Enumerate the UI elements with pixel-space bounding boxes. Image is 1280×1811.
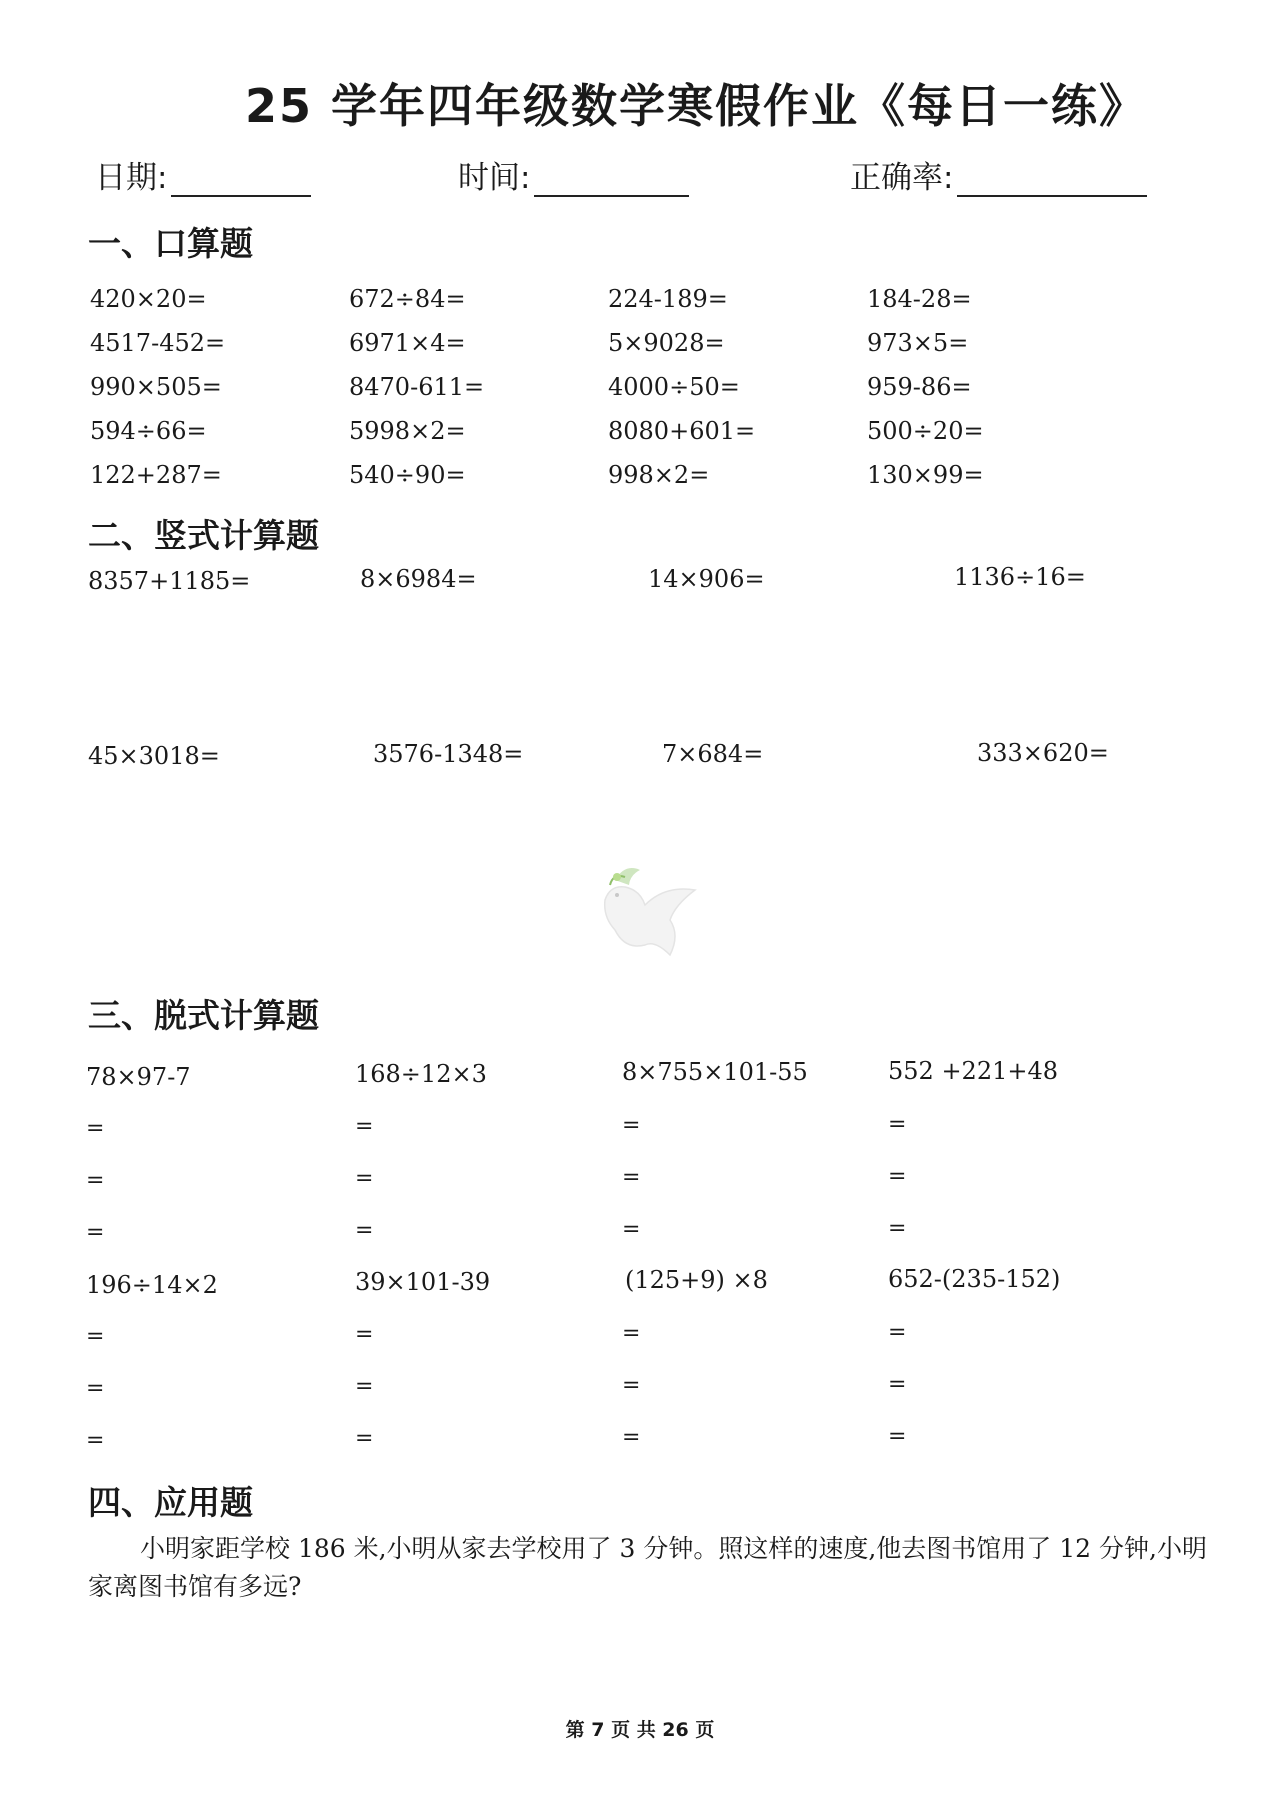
- equals-line: =: [86, 1376, 105, 1401]
- problem: 959-86=: [867, 373, 972, 401]
- problem: 420×20=: [90, 285, 207, 313]
- equals-line: =: [622, 1373, 641, 1398]
- time-blank: [534, 165, 689, 197]
- page-title: 25 学年四年级数学寒假作业《每日一练》: [245, 79, 1148, 133]
- problem: 652-(235-152): [888, 1265, 1061, 1293]
- accuracy-label: 正确率:: [850, 160, 954, 196]
- problem: 196÷14×2: [86, 1271, 218, 1299]
- equals-line: =: [86, 1220, 105, 1245]
- time-label: 时间:: [458, 160, 531, 196]
- equals-line: =: [86, 1428, 105, 1453]
- accuracy-blank: [957, 165, 1147, 197]
- problem: 500÷20=: [867, 417, 984, 445]
- equals-line: =: [888, 1372, 907, 1397]
- equals-line: =: [622, 1321, 641, 1346]
- word-problem-text: 小明家距学校 186 米,小明从家去学校用了 3 分钟。照这样的速度,他去图书馆用了 12 分钟,小明家离图书馆有多远?: [88, 1534, 1207, 1601]
- equals-line: =: [355, 1426, 374, 1451]
- equals-line: =: [86, 1116, 105, 1141]
- problem: 4517-452=: [90, 329, 226, 357]
- problem: 8470-611=: [349, 373, 485, 401]
- date-field: [95, 152, 311, 197]
- problem: 5998×2=: [349, 417, 466, 445]
- equals-line: =: [355, 1322, 374, 1347]
- section-heading-step-calc: 三、脱式计算题: [88, 996, 319, 1035]
- date-blank: [171, 165, 311, 197]
- problem: 5×9028=: [608, 329, 725, 357]
- problem: 122+287=: [90, 461, 222, 489]
- equals-line: =: [888, 1112, 907, 1137]
- date-label: 日期:: [95, 160, 168, 196]
- problem: 8080+601=: [608, 417, 756, 445]
- problem: 14×906=: [648, 565, 765, 593]
- equals-line: =: [355, 1374, 374, 1399]
- problem: 78×97-7: [86, 1063, 191, 1091]
- section-heading-mental-math: 一、口算题: [88, 224, 253, 263]
- section-heading-word-problem: 四、应用题: [88, 1483, 253, 1522]
- problem: 168÷12×3: [355, 1060, 487, 1088]
- problem: 39×101-39: [355, 1268, 491, 1296]
- equals-line: =: [888, 1424, 907, 1449]
- equals-line: =: [355, 1114, 374, 1139]
- problem: 184-28=: [867, 285, 972, 313]
- problem: 552 +221+48: [888, 1057, 1059, 1085]
- dove-icon: [585, 855, 715, 975]
- problem: 45×3018=: [88, 742, 220, 770]
- problem: (125+9) ×8: [625, 1266, 768, 1294]
- problem: 672÷84=: [349, 285, 466, 313]
- problem: 8×6984=: [360, 565, 477, 593]
- equals-line: =: [888, 1216, 907, 1241]
- accuracy-field: [850, 152, 1147, 197]
- problem: 540÷90=: [349, 461, 466, 489]
- equals-line: =: [622, 1113, 641, 1138]
- problem: 973×5=: [867, 329, 969, 357]
- equals-line: =: [86, 1324, 105, 1349]
- problem: 6971×4=: [349, 329, 466, 357]
- problem: 333×620=: [977, 739, 1109, 767]
- equals-line: =: [355, 1166, 374, 1191]
- problem: 224-189=: [608, 285, 728, 313]
- problem: 8357+1185=: [88, 567, 251, 595]
- problem: 4000÷50=: [608, 373, 740, 401]
- problem: 990×505=: [90, 373, 222, 401]
- page-number: 第 7 页 共 26 页: [565, 1719, 715, 1741]
- equals-line: =: [86, 1168, 105, 1193]
- problem: 594÷66=: [90, 417, 207, 445]
- time-field: [458, 152, 689, 197]
- equals-line: =: [355, 1218, 374, 1243]
- equals-line: =: [622, 1165, 641, 1190]
- problem: 7×684=: [662, 740, 764, 768]
- problem: 3576-1348=: [373, 740, 524, 768]
- section-heading-vertical-calc: 二、竖式计算题: [88, 516, 319, 555]
- equals-line: =: [622, 1217, 641, 1242]
- problem: 1136÷16=: [954, 563, 1086, 591]
- equals-line: =: [888, 1164, 907, 1189]
- equals-line: =: [622, 1425, 641, 1450]
- problem: 130×99=: [867, 461, 984, 489]
- equals-line: =: [888, 1320, 907, 1345]
- problem: 998×2=: [608, 461, 710, 489]
- problem: 8×755×101-55: [622, 1058, 808, 1086]
